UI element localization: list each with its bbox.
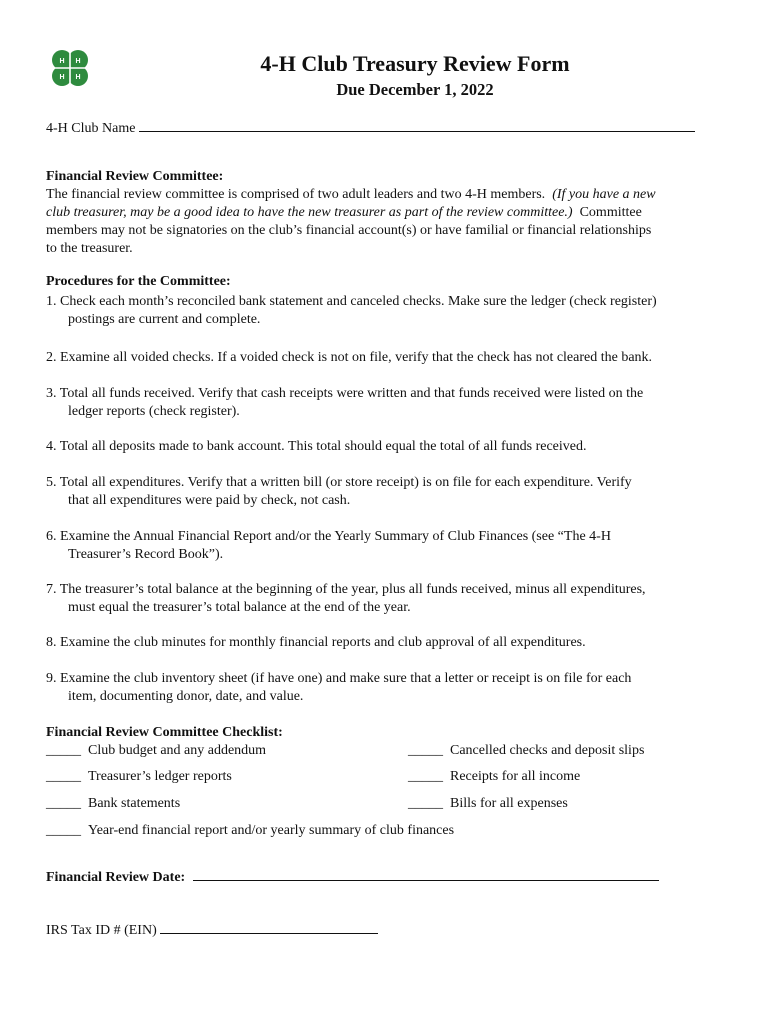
svg-text:H: H — [75, 74, 81, 81]
procedure-8: 8. Examine the club minutes for monthly financial reports and club approval of all expenditures. — [46, 635, 586, 650]
committee-line-2: club treasurer, may be a good idea to have the new treasurer as part of the review committee.) Committee — [46, 205, 642, 220]
procedure-2: 2. Examine all voided checks. If a voided check is not on file, verify that the check has not cleared the bank. — [46, 350, 653, 365]
procedure-3-cont: ledger reports (check register). — [68, 404, 240, 419]
committee-heading: Financial Review Committee: — [46, 169, 224, 184]
checkbox-blank[interactable]: _____ — [46, 743, 81, 758]
svg-text:H: H — [59, 58, 65, 65]
review-date-row — [46, 867, 659, 887]
procedure-9: 9. Examine the club inventory sheet (if have one) and make sure that a letter or receipt is on file for each — [46, 671, 632, 686]
procedure-6: 6. Examine the Annual Financial Report and/or the Yearly Summary of Club Finances (see “The 4-H — [46, 529, 611, 544]
irs-label: IRS Tax ID # (EIN) — [46, 923, 157, 938]
procedure-1: 1. Check each month’s reconciled bank statement and canceled checks. Make sure the ledger (check register) — [46, 294, 657, 309]
checklist-item[interactable]: _____ Bank statements — [46, 796, 181, 811]
club-name-field[interactable] — [139, 118, 695, 132]
procedure-9-cont: item, documenting donor, date, and value. — [68, 689, 304, 704]
committee-line-1: The financial review committee is comprised of two adult leaders and two 4-H members. (If you have a new — [46, 187, 656, 202]
club-name-label: 4-H Club Name — [46, 121, 136, 136]
committee-line-3: members may not be signatories on the club’s financial account(s) or have familial or financial relationships — [46, 223, 652, 238]
checklist-item[interactable]: _____ Treasurer’s ledger reports — [46, 769, 232, 784]
checkbox-blank[interactable]: _____ — [408, 769, 443, 784]
review-date-field[interactable] — [193, 867, 659, 881]
committee-line-4: to the treasurer. — [46, 241, 133, 256]
procedure-1-cont: postings are current and complete. — [68, 312, 261, 327]
procedure-5-cont: that all expenditures were paid by check, not cash. — [68, 493, 351, 508]
svg-text:H: H — [75, 58, 81, 65]
checklist-item[interactable]: _____ Receipts for all income — [408, 769, 581, 784]
due-date: Due December 1, 2022 — [336, 80, 494, 99]
irs-row — [46, 920, 378, 940]
checklist-item[interactable]: _____ Cancelled checks and deposit slips — [408, 743, 645, 758]
club-name-row — [46, 118, 695, 138]
checkbox-blank[interactable]: _____ — [408, 743, 443, 758]
review-date-label: Financial Review Date: — [46, 870, 186, 885]
procedure-7-cont: must equal the treasurer’s total balance at the end of the year. — [68, 600, 411, 615]
checklist-item[interactable]: _____ Bills for all expenses — [408, 796, 568, 811]
procedure-6-cont: Treasurer’s Record Book”). — [68, 547, 224, 562]
checklist-item[interactable]: _____ Year-end financial report and/or yearly summary of club finances — [46, 823, 455, 838]
page-title: 4-H Club Treasury Review Form — [260, 51, 570, 76]
procedure-5: 5. Total all expenditures. Verify that a written bill (or store receipt) is on file for each expenditure. Verify — [46, 475, 632, 490]
procedure-4: 4. Total all deposits made to bank account. This total should equal the total of all funds received. — [46, 439, 587, 454]
procedure-3: 3. Total all funds received. Verify that cash receipts were written and that funds received were listed on the — [46, 386, 644, 401]
procedures-heading: Procedures for the Committee: — [46, 274, 231, 289]
checkbox-blank[interactable]: _____ — [46, 769, 81, 784]
checklist-item[interactable]: _____ Club budget and any addendum — [46, 743, 267, 758]
checkbox-blank[interactable]: _____ — [46, 796, 81, 811]
irs-field[interactable] — [160, 920, 378, 934]
procedure-7: 7. The treasurer’s total balance at the beginning of the year, plus all funds received, minus all expenditures, — [46, 582, 646, 597]
4h-clover-logo-icon — [46, 44, 94, 92]
checklist-heading: Financial Review Committee Checklist: — [46, 725, 283, 740]
checkbox-blank[interactable]: _____ — [46, 823, 81, 838]
svg-text:H: H — [59, 74, 65, 81]
checkbox-blank[interactable]: _____ — [408, 796, 443, 811]
